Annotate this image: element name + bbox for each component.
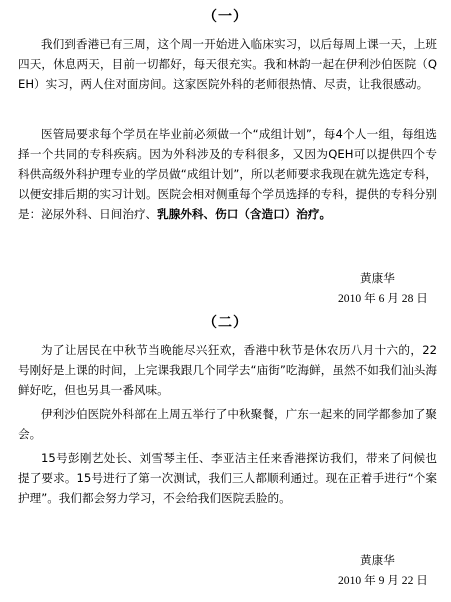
section-2-date: 2010 年 9 月 22 日 bbox=[338, 574, 428, 587]
section-2-paragraph-1: 为了让居民在中秋节当晚能尽兴狂欢，香港中秋节是休农历八月十六的，22号刚好是上课的时间，上完课我跟几个同学去“庙街”吃海鲜，虽然不如我们汕头海鲜好吃，但也另具一番风味。 bbox=[18, 343, 437, 397]
section-1-paragraph-1: 我们到香港已有三周，这个周一开始进入临床实习，以后每周上课一天，上班四天，休息两天，目前一切都好，每天很充实。我和林韵一起在伊利沙伯医院（QEH）实习，两人住对面房间。这家医院外科的老师很热情、尽责，让我很感动。 bbox=[18, 37, 437, 91]
section-2-heading: （二） bbox=[203, 315, 248, 331]
section-1-paragraph-2 bbox=[18, 124, 437, 224]
section-2-paragraph-3: 15号彭刚艺处长、刘雪琴主任、李亚洁主任来香港探访我们，带来了问候也提了要求。15号进行了第一次测试，我们三人都顺利通过。现在正着手进行“个案护理”。我们都会努力学习，不会给我们医院丢脸的。 bbox=[18, 451, 437, 505]
section-1-paragraph-2-text: 医管局要求每个学员在毕业前必须做一个“成组计划”，每4个人一组，每组选择一个共同的专科疾病。因为外科涉及的专科很多，又因为QEH可以提供四个专科供高级外科护理专业的学员做“成组计划”，所以老师要求我现在就先选定专科，以便安排后期的实习计划。医院会相对侧重每个学员选择的专科，提供的专科分别是：泌尿外科、日间治疗、 bbox=[18, 127, 437, 221]
section-1-heading: （一） bbox=[203, 9, 248, 25]
section-1-paragraph-2-bold-tail: 乳腺外科、伤口（含造口）治疗。 bbox=[157, 207, 332, 221]
section-2-paragraph-2: 伊利沙伯医院外科部在上周五举行了中秋聚餐，广东一起来的同学都参加了聚会。 bbox=[18, 407, 437, 441]
section-1-signature: 黄康华 bbox=[360, 271, 395, 285]
section-1-date: 2010 年 6 月 28 日 bbox=[338, 292, 428, 305]
section-2-signature: 黄康华 bbox=[360, 553, 395, 567]
